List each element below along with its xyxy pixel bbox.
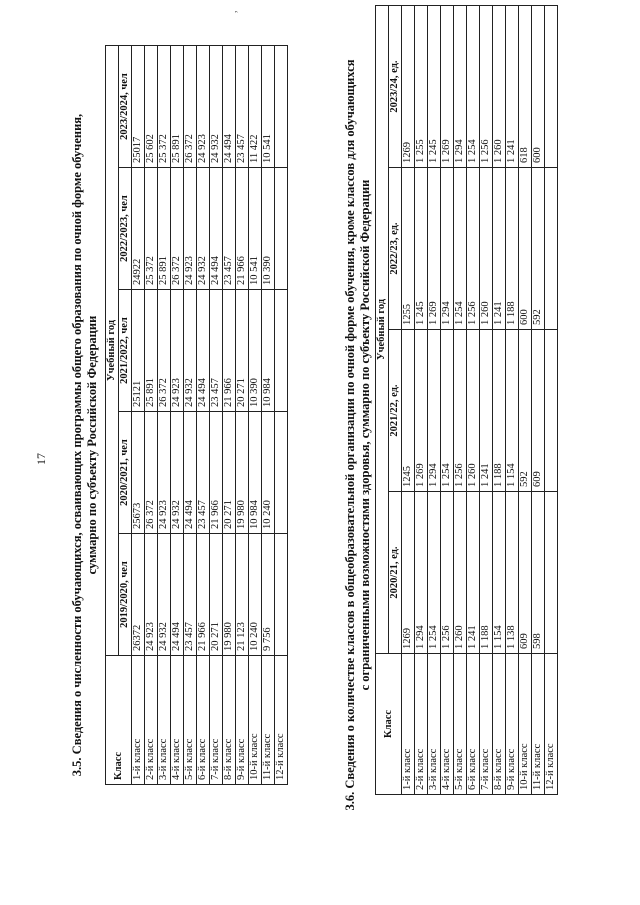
students-count-table (105, 45, 288, 785)
table-cell: 1 255 (415, 6, 428, 168)
table-cell: 24 932 (158, 534, 171, 656)
table-cell: 23 457 (197, 412, 210, 534)
table-cell: 1 294 (441, 168, 454, 330)
class-label: 2-й класс (415, 654, 428, 795)
table-cell: 24 923 (171, 290, 184, 412)
year-column-header: 2023/2024, чел (119, 46, 132, 168)
table-row (197, 46, 210, 785)
table-cell: 20 271 (210, 534, 223, 656)
table-cell: 23 457 (184, 534, 197, 656)
year-column-header: 2023/24, ед. (389, 6, 402, 168)
table-row (519, 6, 532, 795)
table-cell: 20 271 (236, 290, 249, 412)
class-label: 5-й класс (454, 654, 467, 795)
table-cell: 25 372 (158, 46, 171, 168)
class-label: 8-й класс (493, 654, 506, 795)
class-label: 6-й класс (197, 656, 210, 785)
table-cell: 10 541 (249, 168, 262, 290)
table-row (454, 6, 467, 795)
class-label: 6-й класс (467, 654, 480, 795)
table-row (249, 46, 262, 785)
table-cell (545, 6, 558, 168)
table-row (145, 46, 158, 785)
table-cell: 24 494 (223, 46, 236, 168)
table-cell: 21 966 (223, 290, 236, 412)
year-column-header: 2020/21, ед. (389, 492, 402, 654)
table-row (545, 6, 558, 795)
table-cell: 1 241 (467, 492, 480, 654)
class-label: 5-й класс (184, 656, 197, 785)
table-cell: 1 188 (506, 168, 519, 330)
class-label: 10-й класс (519, 654, 532, 795)
table-cell (275, 46, 288, 168)
table-row (171, 46, 184, 785)
table-cell: 600 (532, 6, 545, 168)
table-cell: 1 260 (493, 6, 506, 168)
table-cell: 1 241 (493, 168, 506, 330)
table-cell: 609 (519, 492, 532, 654)
table-cell: 21 966 (197, 534, 210, 656)
table-cell: 25121 (132, 290, 145, 412)
class-label: 12-й класс (275, 656, 288, 785)
table-cell: 25 891 (158, 168, 171, 290)
table-row (132, 46, 145, 785)
academic-year-header: Учебный год (106, 46, 119, 656)
table-cell: 1 154 (493, 492, 506, 654)
class-label: 9-й класс (506, 654, 519, 795)
table-cell: 24 494 (210, 168, 223, 290)
table-cell: 609 (532, 330, 545, 492)
class-label: 4-й класс (441, 654, 454, 795)
table-cell: 10 240 (262, 412, 275, 534)
table-cell: 21 966 (210, 412, 223, 534)
section-3-6-title-line1: 3.6. Сведения о количестве классов в общеобразовательной организации по очной форме обучения, кроме классов для обучающихся (343, 59, 357, 811)
table-cell: 600 (519, 168, 532, 330)
table-cell: 23 457 (236, 46, 249, 168)
table-row (223, 46, 236, 785)
table-cell: 9 756 (262, 534, 275, 656)
table-cell: 24 932 (171, 412, 184, 534)
table-cell (545, 168, 558, 330)
table-cell (275, 534, 288, 656)
table-cell: 21 123 (236, 534, 249, 656)
class-label: 1-й класс (402, 654, 415, 795)
year-column-header: 2019/2020, чел (119, 534, 132, 656)
table-cell: 26 372 (158, 290, 171, 412)
table-cell: 26 372 (171, 168, 184, 290)
year-column-header: 2021/22, ед. (389, 330, 402, 492)
table-cell: 24 932 (210, 46, 223, 168)
table-cell: 25673 (132, 412, 145, 534)
class-label: 3-й класс (428, 654, 441, 795)
table-cell: 1 269 (428, 168, 441, 330)
table-cell: 1 245 (415, 168, 428, 330)
table-cell: 24 494 (171, 534, 184, 656)
table-cell (545, 330, 558, 492)
table-cell: 26 372 (184, 46, 197, 168)
table-row (467, 6, 480, 795)
table-cell: 25 891 (171, 46, 184, 168)
section-3-5-title-line2: суммарно по субъекту Российской Федерации (85, 315, 99, 575)
table-cell: 24 494 (184, 412, 197, 534)
table-row (184, 46, 197, 785)
table-row (236, 46, 249, 785)
table-cell: 23 457 (223, 168, 236, 290)
table-cell: 1 254 (454, 168, 467, 330)
table-cell: 26 372 (145, 412, 158, 534)
table-cell: 24 923 (158, 412, 171, 534)
classes-count-table (375, 5, 558, 795)
table-row (493, 6, 506, 795)
table-cell: 1 138 (506, 492, 519, 654)
table-row (402, 6, 415, 795)
table-cell: 1 256 (454, 330, 467, 492)
table-cell: 24 932 (197, 168, 210, 290)
page-number: 17 (34, 453, 48, 465)
year-column-header: 2022/2023, чел (119, 168, 132, 290)
table-cell: 10 390 (249, 290, 262, 412)
class-label: 7-й класс (480, 654, 493, 795)
class-label: 9-й класс (236, 656, 249, 785)
table-cell: 25 602 (145, 46, 158, 168)
class-label: 12-й класс (545, 654, 558, 795)
section-3-6-title-line2: с ограниченными возможностями здоровья, суммарно по субъекту Российской Федерации (358, 179, 372, 691)
table-cell: 1255 (402, 168, 415, 330)
margin-mark: , (228, 10, 239, 13)
table-row (441, 6, 454, 795)
table-cell: 10 541 (262, 46, 275, 168)
table-row (262, 46, 275, 785)
year-column-header: 2022/23, ед. (389, 168, 402, 330)
class-label: 11-й класс (532, 654, 545, 795)
table-cell: 1 294 (415, 492, 428, 654)
table-cell: 1 154 (506, 330, 519, 492)
table-cell: 1 256 (441, 492, 454, 654)
table-cell: 25 891 (145, 290, 158, 412)
table-cell: 1269 (402, 6, 415, 168)
class-label: 7-й класс (210, 656, 223, 785)
table-cell: 618 (519, 6, 532, 168)
table-cell: 1 269 (415, 330, 428, 492)
table-row (158, 46, 171, 785)
table-cell (275, 168, 288, 290)
table-cell (275, 290, 288, 412)
table-cell: 1 294 (454, 6, 467, 168)
table-cell: 24 923 (197, 46, 210, 168)
table-cell: 1 260 (454, 492, 467, 654)
year-column-header: 2020/2021, чел (119, 412, 132, 534)
class-label: 4-й класс (171, 656, 184, 785)
table-cell: 1 254 (467, 6, 480, 168)
class-label: 1-й класс (132, 656, 145, 785)
table-cell: 19 980 (236, 412, 249, 534)
table-row (428, 6, 441, 795)
academic-year-header: Учебный год (376, 6, 389, 654)
table-cell: 1 260 (467, 330, 480, 492)
table-cell: 24 932 (184, 290, 197, 412)
table-cell: 592 (532, 168, 545, 330)
table-cell (545, 492, 558, 654)
table-cell: 1 256 (467, 168, 480, 330)
table-cell (275, 412, 288, 534)
table-row (415, 6, 428, 795)
table-cell: 1 254 (441, 330, 454, 492)
table-cell: 10 984 (262, 290, 275, 412)
table-cell: 1 241 (480, 330, 493, 492)
class-label: 2-й класс (145, 656, 158, 785)
table-cell: 24 923 (145, 534, 158, 656)
table-cell: 10 984 (249, 412, 262, 534)
table-cell: 24922 (132, 168, 145, 290)
table-cell: 1 188 (480, 492, 493, 654)
table-cell: 1269 (402, 492, 415, 654)
section-3-6-title (343, 55, 373, 815)
table-cell: 1 260 (480, 168, 493, 330)
table-row (275, 46, 288, 785)
table-row (480, 6, 493, 795)
year-column-header: 2021/2022, чел (119, 290, 132, 412)
table-cell: 1 294 (428, 330, 441, 492)
table-cell: 598 (532, 492, 545, 654)
table-row (532, 6, 545, 795)
class-label: 10-й класс (249, 656, 262, 785)
table-cell: 1 245 (428, 6, 441, 168)
table-cell: 11 422 (249, 46, 262, 168)
table-cell: 24 494 (197, 290, 210, 412)
class-label: 11-й класс (262, 656, 275, 785)
class-label: 8-й класс (223, 656, 236, 785)
table-cell: 25017 (132, 46, 145, 168)
section-3-5-title (70, 85, 100, 805)
table-row (210, 46, 223, 785)
table-cell: 20 271 (223, 412, 236, 534)
section-3-5-title-line1: 3.5. Сведения о численности обучающихся, осваивающих программы общего образования по очной форме обучения, (70, 113, 84, 777)
table-cell: 24 923 (184, 168, 197, 290)
class-header: Класс (376, 654, 402, 795)
table-cell: 1 256 (480, 6, 493, 168)
table-cell: 10 240 (249, 534, 262, 656)
table-cell: 1 269 (441, 6, 454, 168)
table-row (506, 6, 519, 795)
table-cell: 1 241 (506, 6, 519, 168)
table-cell: 1 254 (428, 492, 441, 654)
table-cell: 1245 (402, 330, 415, 492)
table-cell: 26372 (132, 534, 145, 656)
class-header: Класс (106, 656, 132, 785)
table-cell: 10 390 (262, 168, 275, 290)
class-label: 3-й класс (158, 656, 171, 785)
table-cell: 23 457 (210, 290, 223, 412)
table-cell: 25 372 (145, 168, 158, 290)
table-cell: 21 966 (236, 168, 249, 290)
table-cell: 592 (519, 330, 532, 492)
table-cell: 19 980 (223, 534, 236, 656)
table-cell: 1 188 (493, 330, 506, 492)
